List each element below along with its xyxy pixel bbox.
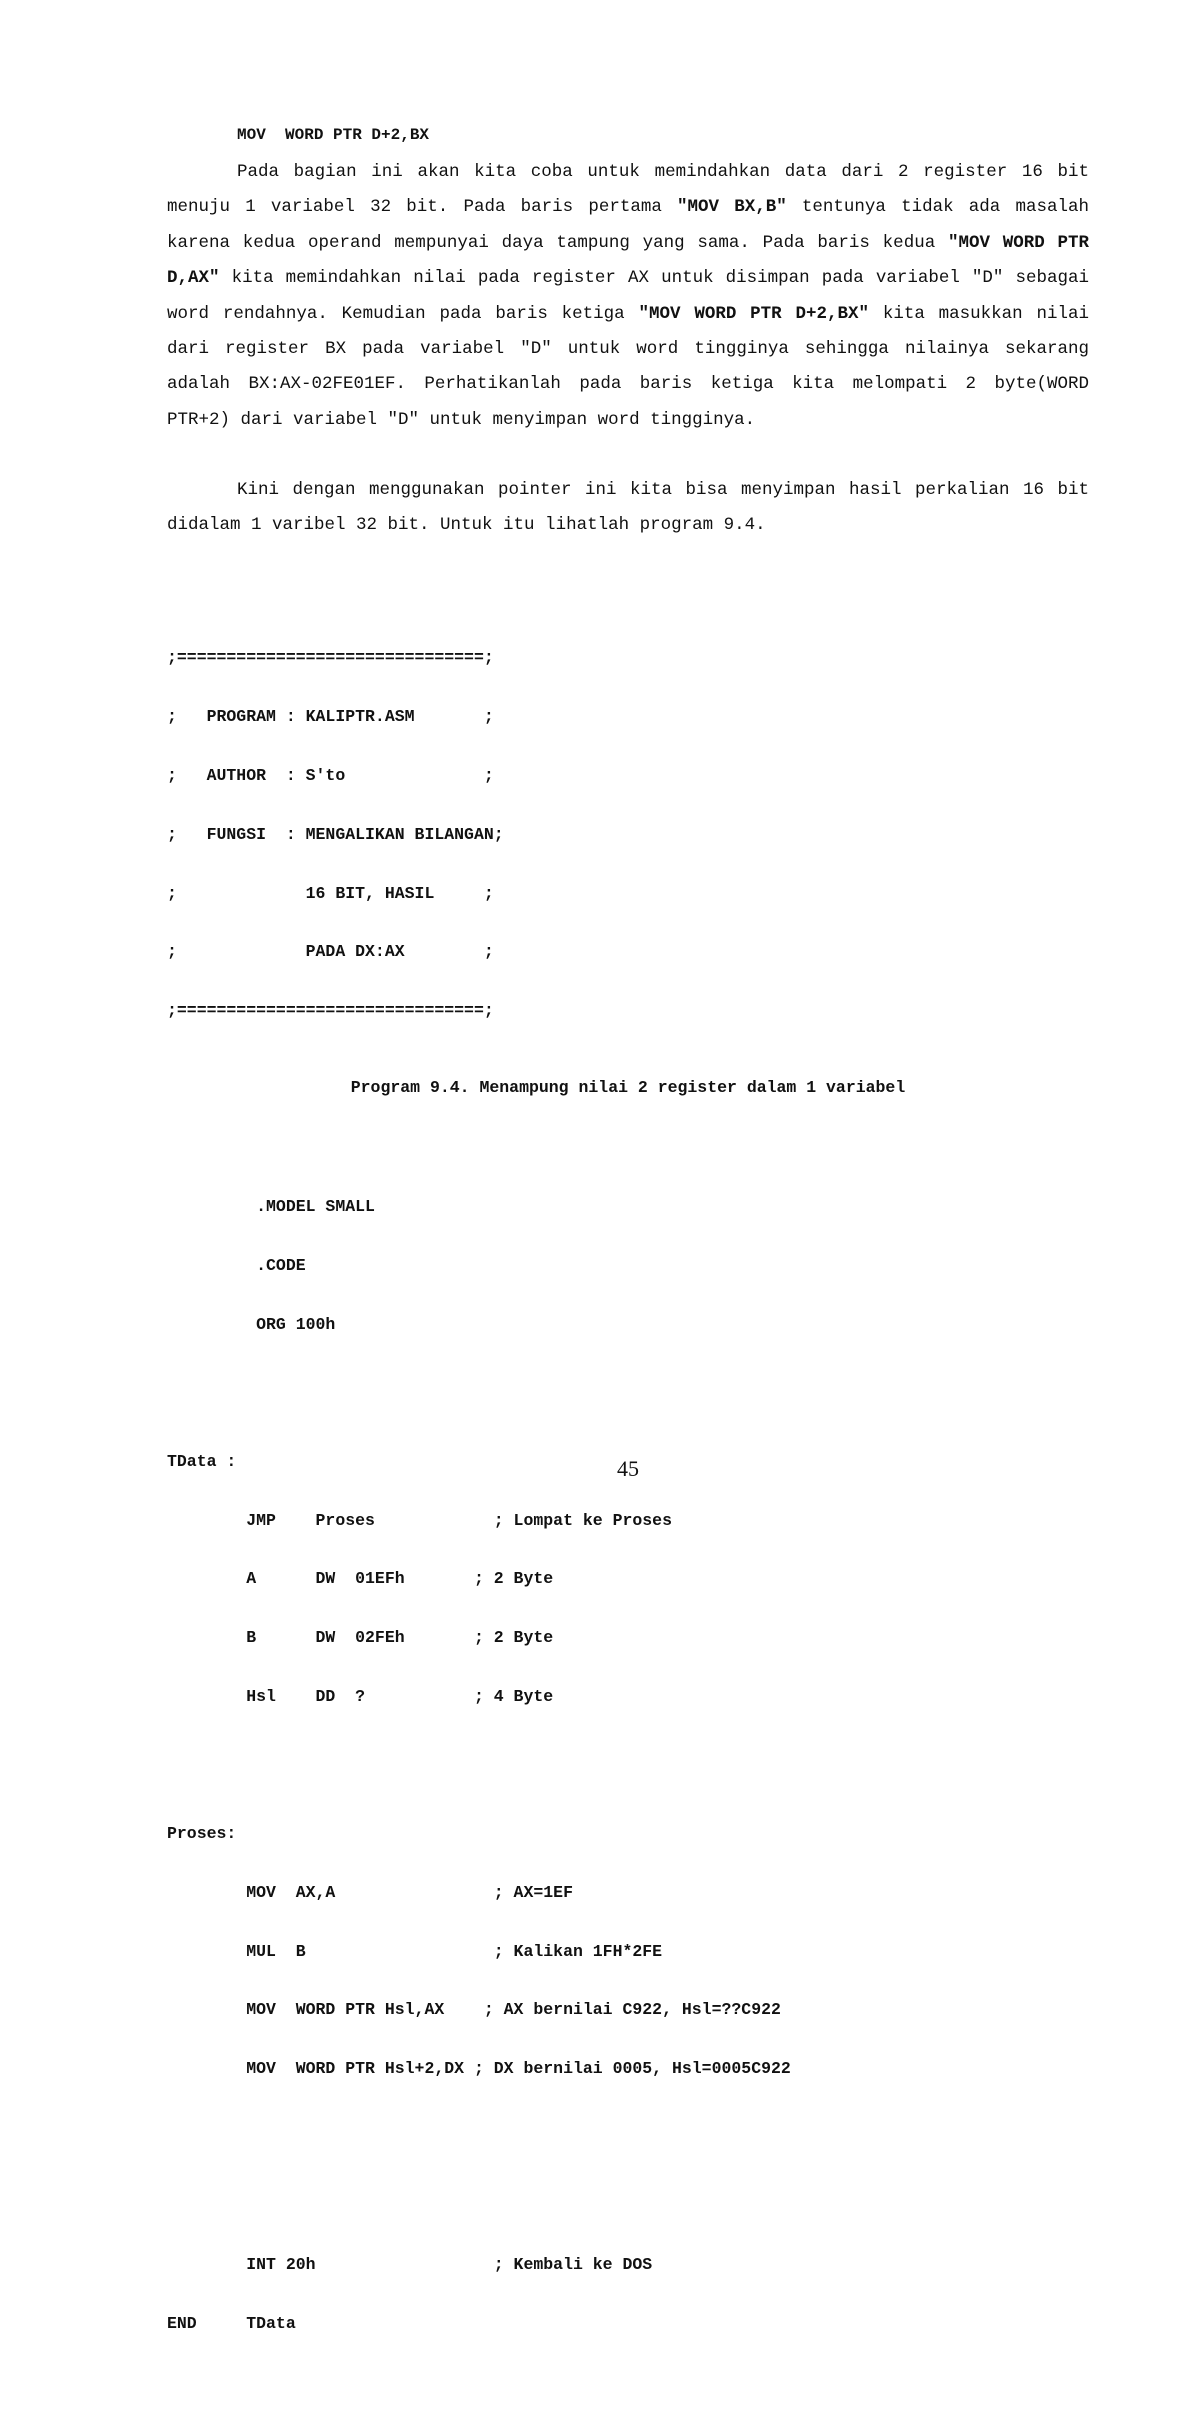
code-line: MOV WORD PTR Hsl+2,DX ; DX bernilai 0005, Hsl=0005C922 [167, 2059, 791, 2079]
paragraph-explanation [167, 155, 1089, 438]
paragraph-text: Pada bagian ini akan kita coba untuk memindahkan data dari 2 register 16 bit menuju 1 variabel 32 bit. Pada baris pertama [167, 162, 1089, 218]
paragraph-text: kita memindahkan nilai pada register AX untuk disimpan pada variabel "D" sebagai word rendahnya. Kemudian pada baris ketiga [167, 268, 1089, 324]
code-line: MOV AX,A ; AX=1EF [167, 1882, 573, 1902]
code-line: ORG 100h [167, 1314, 336, 1334]
code-line: JMP Proses ; Lompat ke Proses [167, 1510, 672, 1530]
code-line: Hsl DD ? ; 4 Byte [167, 1686, 554, 1706]
code-line: ; FUNGSI : MENGALIKAN BILANGAN; [167, 824, 504, 844]
code-line: ; AUTHOR : S'to ; [167, 765, 494, 785]
page-number: 45 [617, 1456, 639, 1481]
paragraph-text: kita masukkan nilai dari register BX pada variabel "D" untuk word tingginya sehingga nilainya sekarang adalah BX:AX-02FE01EF. Perhatikanlah pada baris ketiga kita melompati 2 byte(WORD PTR+2) dari variabel "D" untuk menyimpan word tingginya. [167, 303, 1089, 430]
listing-header-block [167, 609, 791, 1060]
paragraph-text: tentunya tidak ada masalah karena kedua operand mempunyai daya tampung yang sama. Pada baris kedua [167, 197, 1090, 253]
blank-line [167, 1099, 791, 1119]
code-line: MOV WORD PTR Hsl,AX ; AX bernilai C922, Hsl=??C922 [167, 2000, 781, 2020]
code-line: .CODE [167, 1255, 306, 1275]
inline-code: "MOV WORD PTR D,AX" [167, 232, 1089, 289]
code-line: ;===============================; [167, 1001, 494, 1021]
code-line: END TData [167, 2313, 296, 2333]
code-line: .MODEL SMALL [167, 1197, 375, 1216]
listing-directives-block [167, 1158, 791, 1374]
program-listing [167, 570, 791, 2412]
code-line: ;===============================; [167, 648, 494, 668]
listing-ending-block [167, 2216, 791, 2373]
code-line: A DW 01EFh ; 2 Byte [167, 1569, 554, 1589]
code-line: ; PADA DX:AX ; [167, 942, 494, 962]
paragraph-intro-program: Kini dengan menggunakan pointer ini kita bisa menyimpan hasil perkalian 16 bit didalam 1 varibel 32 bit. Untuk itu lihatlah program 9.4. [167, 480, 1089, 536]
program-caption: Program 9.4. Menampung nilai 2 register dalam 1 variabel [350, 1078, 906, 1097]
code-line: TData : [167, 1451, 237, 1471]
listing-code-block [167, 1785, 791, 2118]
code-line: ; PROGRAM : KALIPTR.ASM ; [167, 707, 494, 727]
inline-code: "MOV WORD PTR D+2,BX" [638, 303, 869, 324]
code-heading: MOV WORD PTR D+2,BX [237, 126, 430, 144]
code-line: ; 16 BIT, HASIL ; [167, 883, 494, 903]
code-line: B DW 02FEh ; 2 Byte [167, 1628, 554, 1648]
code-line: Proses: [167, 1824, 237, 1843]
inline-code: "MOV BX,B" [677, 197, 787, 218]
code-line: INT 20h ; Kembali ke DOS [167, 2255, 653, 2275]
code-line: MUL B ; Kalikan 1FH*2FE [167, 1941, 663, 1961]
blank-line [167, 2157, 791, 2177]
